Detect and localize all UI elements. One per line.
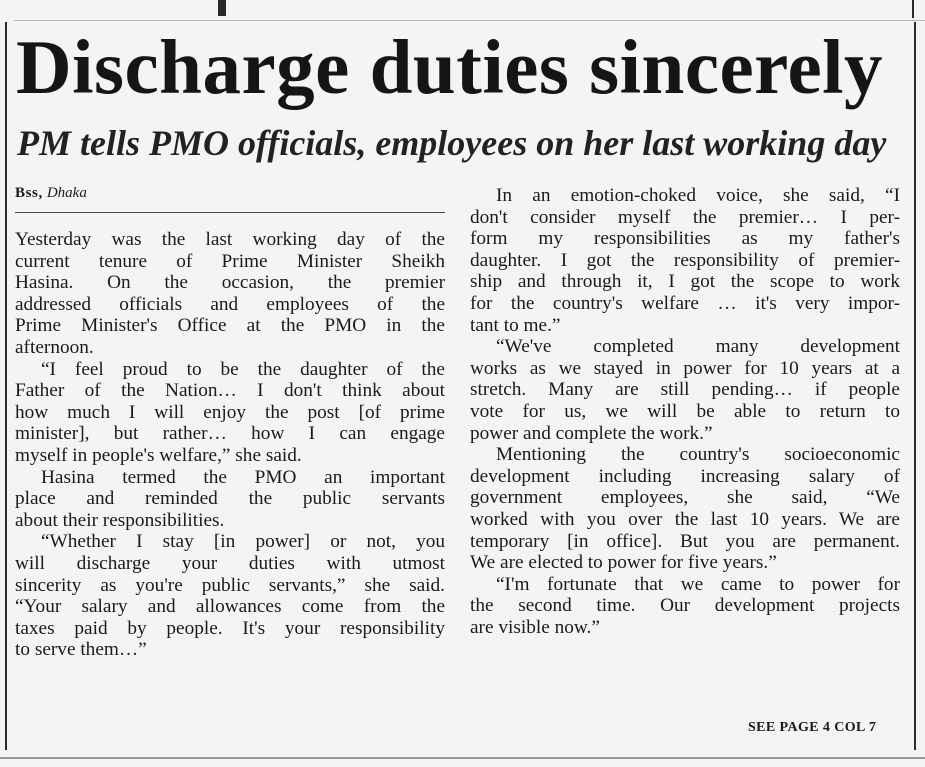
text-line: current tenure of Prime Minister Sheikh bbox=[15, 250, 445, 272]
text-line: worked with you over the last 10 years. We are bbox=[470, 508, 900, 530]
text-line: stretch. Many are still pending… if people bbox=[470, 379, 900, 401]
text-line: Prime Minister's Office at the PMO in the bbox=[15, 315, 445, 337]
top-border bbox=[0, 0, 925, 22]
text-line: Hasina termed the PMO an important bbox=[41, 466, 445, 488]
text-line: “I feel proud to be the daughter of the bbox=[41, 358, 445, 380]
text-line: Mentioning the country's socioeconomic bbox=[496, 444, 900, 466]
continuation-note: SEE PAGE 4 COL 7 bbox=[748, 720, 877, 735]
top-rule-line bbox=[0, 20, 925, 21]
text-line: will discharge your duties with utmost bbox=[15, 552, 445, 574]
text-line: don't consider myself the premier… I per- bbox=[470, 206, 900, 228]
text-line: form my responsibilities as my father's bbox=[470, 228, 900, 250]
text-line: taxes paid by people. It's your responsibility bbox=[15, 617, 445, 639]
adjacent-article-edge bbox=[218, 0, 226, 16]
byline-rule bbox=[15, 212, 445, 213]
text-line: Yesterday was the last working day of the bbox=[15, 229, 445, 250]
text-line: for the country's welfare … it's very impor- bbox=[470, 292, 900, 314]
text-line: sincerity as you're public servants,” she said. bbox=[15, 574, 445, 596]
article-column-right bbox=[470, 185, 900, 638]
text-line: government employees, she said, “We bbox=[470, 487, 900, 509]
text-line: development including increasing salary of bbox=[470, 465, 900, 487]
headline: Discharge duties sincerely bbox=[16, 24, 884, 110]
text-line: “Whether I stay [in power] or not, you bbox=[41, 531, 445, 553]
text-line: how much I will enjoy the post [of prime bbox=[15, 401, 445, 423]
text-line: In an emotion-choked voice, she said, “I bbox=[496, 185, 900, 206]
text-line: addressed officials and employees of the bbox=[15, 293, 445, 315]
byline bbox=[15, 184, 445, 210]
text-line: power and complete the work.” bbox=[470, 422, 713, 444]
text-line: the second time. Our development projects bbox=[470, 595, 900, 617]
right-border-tick bbox=[912, 0, 914, 18]
text-line: are visible now.” bbox=[470, 616, 600, 638]
text-line: vote for us, we will be able to return to bbox=[470, 400, 900, 422]
text-line: afternoon. bbox=[15, 336, 94, 358]
byline-agency: Bss, bbox=[15, 185, 43, 201]
text-line: Hasina. On the occasion, the premier bbox=[15, 272, 445, 294]
bottom-border bbox=[0, 757, 925, 759]
text-line: works as we stayed in power for 10 years at a bbox=[470, 357, 900, 379]
text-line: “We've completed many development bbox=[496, 336, 900, 358]
text-line: temporary [in office]. But you are permanent. bbox=[470, 530, 900, 552]
text-line: ship and through it, I got the scope to work bbox=[470, 271, 900, 293]
text-line: daughter. I got the responsibility of premier- bbox=[470, 249, 900, 271]
text-line: place and reminded the public servants bbox=[15, 488, 445, 510]
subheadline: PM tells PMO officials, employees on her last working day bbox=[17, 123, 887, 163]
article-column-left bbox=[15, 229, 445, 661]
text-line: to serve them…” bbox=[15, 639, 147, 661]
text-line: minister], but rather… how I can engage bbox=[15, 423, 445, 445]
text-line: tant to me.” bbox=[470, 314, 561, 336]
text-line: “I'm fortunate that we came to power for bbox=[496, 573, 900, 595]
byline-location: Dhaka bbox=[46, 185, 87, 201]
text-line: We are elected to power for five years.” bbox=[470, 552, 777, 574]
text-line: “Your salary and allowances come from the bbox=[15, 596, 445, 618]
top-rule-gap bbox=[0, 0, 14, 21]
text-line: about their responsibilities. bbox=[15, 509, 225, 531]
text-line: myself in people's welfare,” she said. bbox=[15, 444, 302, 466]
text-line: Father of the Nation… I don't think about bbox=[15, 380, 445, 402]
